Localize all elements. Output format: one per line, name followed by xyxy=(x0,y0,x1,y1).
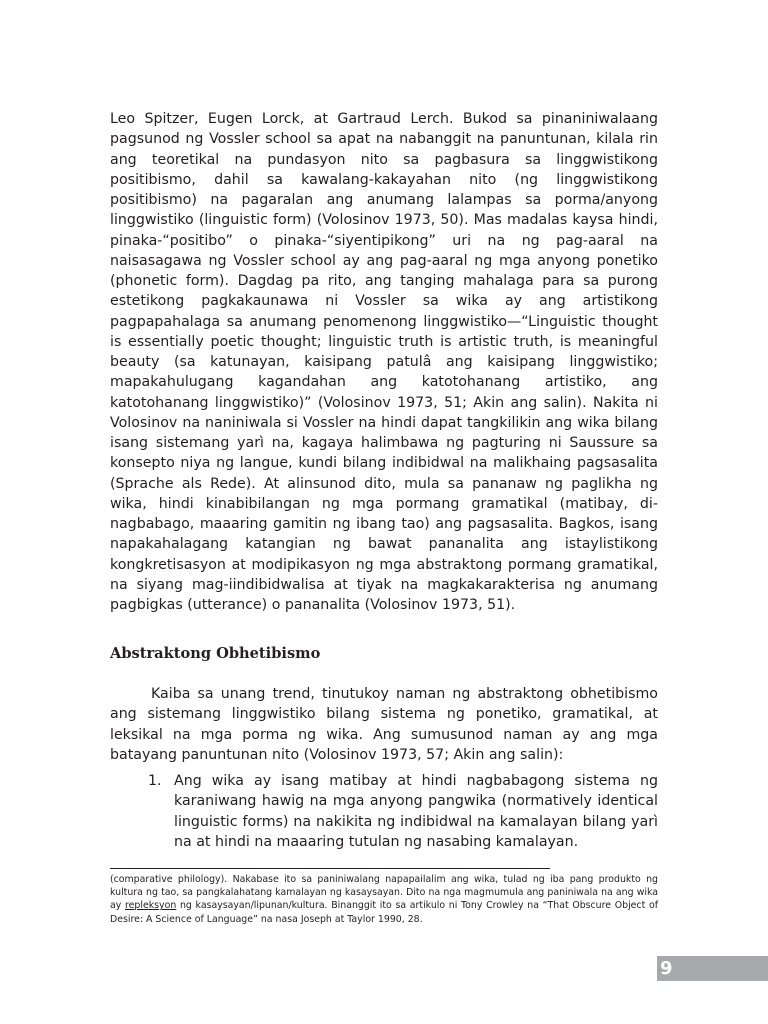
list-item xyxy=(110,771,658,852)
footnote xyxy=(110,873,658,926)
section-heading: Abstraktong Obhetibismo xyxy=(110,645,321,662)
list-item-marker: 1. xyxy=(148,773,162,789)
body-paragraph-2: Kaiba sa unang trend, tinutukoy naman ng abstraktong obhetibismo ang sistemang linggwistiko bilang sistema ng ponetiko, gramatikal, at leksikal na mga porma ng wika. Ang sumusunod naman ay ang mga batayang panuntunan nito (Volosinov 1973, 57; Akin ang salin): xyxy=(110,686,658,763)
body-paragraph-1: Leo Spitzer, Eugen Lorck, at Gartraud Lerch. Bukod sa pinaniniwalaang pagsunod ng Vossler school sa apat na nabanggit na panuntunan, kilala rin ang teoretikal na pundasyon nito sa pagbasura sa linggwistikong positibismo, dahil sa kawalang-kakayahan nito (ng linggwistikong positibismo) na pagaralan ang anumang lalampas sa porma/anyong linggwistiko (linguistic form) (Volosinov 1973, 50). Mas madalas kaysa hindi, pinaka-“positibo” o pinaka-“siyentipikong” uri na ng pag-aaral na naisasagawa ng Vossler school ay ang pag-aaral ng mga anyong ponetiko (phonetic form). Dagdag pa rito, ang tanging mahalaga para sa purong estetikong pagkakaunawa ni Vossler sa wika ay ang artistikong pagpapahalaga sa anumang penomenong linggwistiko—“Linguistic thought is essentially poetic thought; linguistic truth is artistic truth, is meaningful beauty (sa katunayan, kaisipang patulâ ang kaisipang linggwistiko; mapakahulugang kagandahan ang katotohanang artistiko, ang katotohanang linggwistiko)” (Volosinov 1973, 51; Akin ang salin). Nakita ni Volosinov na naniniwala si Vossler na hindi dapat tangkilikin ang wika bilang isang sistemang yarì na, kagaya halimbawa ng pagturing ni Saussure sa konsepto niya ng langue, kundi bilang indibidwal na malikhaing pagsasalita (Sprache als Rede). At alinsunod dito, mula sa pananaw ng paglikha ng wika, hindi kinabibilangan ng mga pormang gramatikal (matibay, di-nagbabago, maaaring gamitin ng ibang tao) ang pagsasalita. Bagkos, isang napakahalagang katangian ng bawat pananalita ang istaylistikong kongkretisasyon at modipikasyon ng mga abstraktong pormang gramatikal, na siyang mag-iindibidwalisa at tiyak na magkakarakterisa ng anumang pagbigkas (utterance) o pananalita (Volosinov 1973, 51). xyxy=(110,111,658,613)
footnote-text-end: ng kasaysayan/lipunan/kultura. Binanggit ito sa artikulo ni Tony Crowley na “That Obscure Object of Desire: A Science of Language” na nasa Joseph at Taylor 1990, 28. xyxy=(110,900,658,925)
page-number: 9 xyxy=(660,958,673,979)
list-item-text: Ang wika ay isang matibay at hindi nagbabagong sistema ng karaniwang hawig na mga anyong pangwika (normatively identical linguistic forms) na nakikita ng indibidwal na kamalayan bilang yarì na at hindi na maaaring tutulan ng nasabing kamalayan. xyxy=(174,773,658,850)
footnote-divider xyxy=(110,868,550,869)
footnote-text-start: (comparative philology). Nakabase ito sa paniniwalang napapailalim ang wika, tulad ng iba pang produkto ng kultura ng tao, sa pangkalahatang kamalayan ng kasaysayan. Dito na nga magmumula ang paniniwala na ang wika ay xyxy=(110,874,658,912)
numbered-list xyxy=(110,771,658,852)
footnote-underlined-term: repleksyon xyxy=(125,900,177,912)
